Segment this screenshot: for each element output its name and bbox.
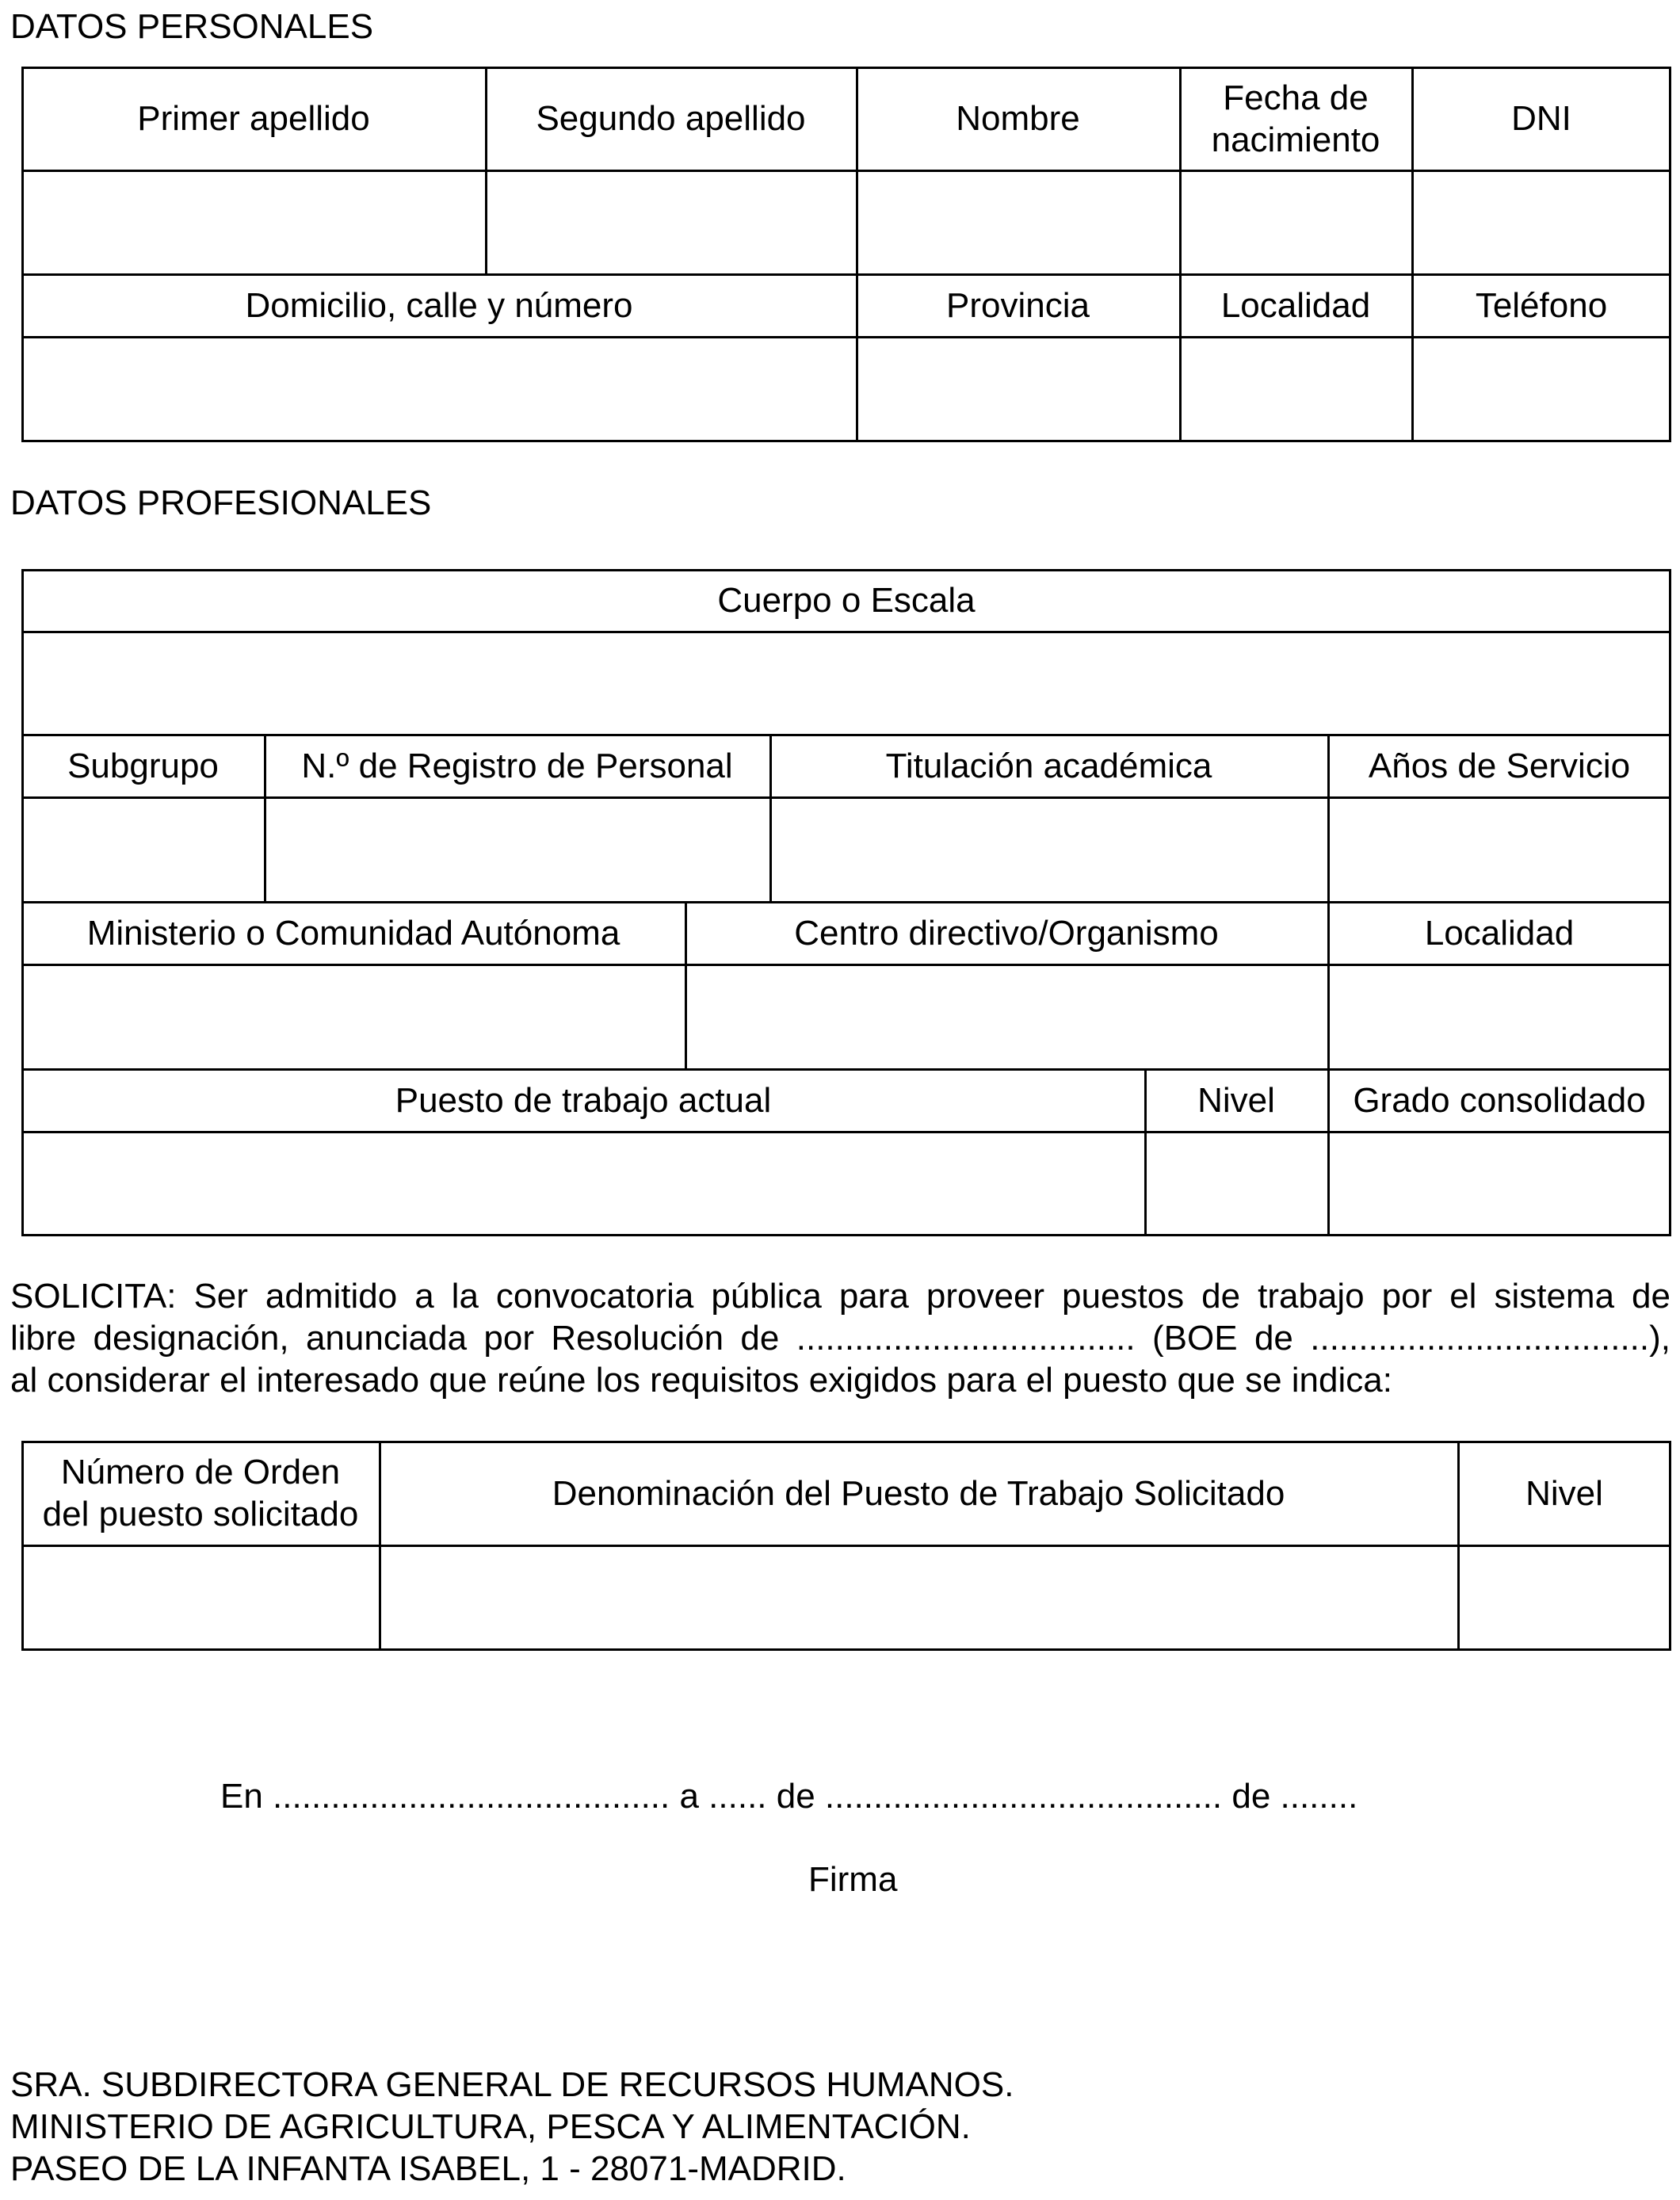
field-titulacion[interactable] (772, 799, 1327, 901)
field-nivel-solicitado[interactable] (1460, 1547, 1669, 1648)
addressee-line-2: MINISTERIO DE AGRICULTURA, PESCA Y ALIMENTACIÓN. (10, 2107, 971, 2146)
header-anos-servicio: Años de Servicio (1368, 746, 1631, 785)
request-line-2: libre designación, anunciada por Resolución de ................................... (BOE de ...................................), (10, 1319, 1670, 1358)
header-domicilio: Domicilio, calle y número (245, 285, 633, 325)
header-grado-consolidado: Grado consolidado (1353, 1080, 1646, 1120)
field-denominacion[interactable] (381, 1547, 1457, 1648)
field-numero-orden[interactable] (24, 1547, 379, 1648)
header-nombre: Nombre (956, 99, 1080, 138)
header-subgrupo: Subgrupo (67, 746, 219, 785)
field-localidad-profesional[interactable] (1330, 966, 1669, 1068)
header-ministerio: Ministerio o Comunidad Autónoma (86, 913, 620, 953)
header-orden-line2: del puesto solicitado (42, 1495, 359, 1534)
header-puesto-actual: Puesto de trabajo actual (395, 1080, 772, 1120)
header-orden-line1: Número de Orden (60, 1453, 341, 1491)
header-telefono: Teléfono (1475, 285, 1608, 325)
field-grado-consolidado[interactable] (1330, 1133, 1669, 1234)
header-cuerpo-escala: Cuerpo o Escala (717, 581, 976, 620)
header-registro-personal: N.º de Registro de Personal (301, 746, 733, 785)
field-dni[interactable] (1414, 172, 1669, 273)
header-centro-directivo: Centro directivo/Organismo (794, 913, 1219, 953)
field-cuerpo-escala[interactable] (24, 633, 1669, 734)
field-ministerio[interactable] (24, 966, 685, 1068)
field-centro-directivo[interactable] (687, 966, 1327, 1068)
field-nivel-actual[interactable] (1147, 1133, 1327, 1234)
section-title-professional: DATOS PROFESIONALES (10, 483, 432, 522)
field-registro-personal[interactable] (266, 799, 769, 901)
header-localidad-profesional: Localidad (1424, 913, 1575, 953)
field-segundo-apellido[interactable] (487, 172, 856, 273)
addressee-line-1: SRA. SUBDIRECTORA GENERAL DE RECURSOS HUMANOS. (10, 2065, 1014, 2104)
field-fecha-nacimiento[interactable] (1182, 172, 1411, 273)
request-line-1: SOLICITA: Ser admitido a la convocatoria pública para proveer puestos de trabajo por el sistema de (10, 1277, 1670, 1316)
header-numero-orden (21, 1441, 380, 1545)
header-dni: DNI (1511, 99, 1571, 138)
header-provincia: Provincia (946, 285, 1090, 325)
header-primer-apellido: Primer apellido (137, 99, 370, 138)
header-nivel-actual: Nivel (1197, 1080, 1275, 1120)
field-telefono[interactable] (1414, 338, 1669, 440)
field-domicilio[interactable] (24, 338, 856, 440)
request-line-3: al considerar el interesado que reúne los requisitos exigidos para el puesto que se indica: (10, 1361, 1392, 1400)
signature-label: Firma (808, 1860, 898, 1899)
header-fecha-line2: nacimiento (1211, 120, 1380, 159)
field-anos-servicio[interactable] (1330, 799, 1669, 901)
header-fecha-nacimiento (1179, 67, 1412, 170)
header-denominacion: Denominación del Puesto de Trabajo Solicitado (552, 1473, 1285, 1513)
header-segundo-apellido: Segundo apellido (536, 99, 806, 138)
header-nivel-solicitado: Nivel (1525, 1473, 1603, 1513)
field-primer-apellido[interactable] (24, 172, 485, 273)
field-localidad[interactable] (1182, 338, 1411, 440)
field-nombre[interactable] (858, 172, 1179, 273)
header-fecha-line1: Fecha de (1223, 78, 1369, 117)
header-titulacion: Titulación académica (885, 746, 1212, 785)
field-provincia[interactable] (858, 338, 1179, 440)
field-puesto-actual[interactable] (24, 1133, 1144, 1234)
header-localidad: Localidad (1220, 285, 1371, 325)
section-title-personal: DATOS PERSONALES (10, 7, 374, 46)
field-subgrupo[interactable] (24, 799, 264, 901)
addressee-line-3: PASEO DE LA INFANTA ISABEL, 1 - 28071-MADRID. (10, 2149, 846, 2188)
place-date-line: En ......................................... a ...... de ......................................... de ........ (220, 1777, 1358, 1816)
